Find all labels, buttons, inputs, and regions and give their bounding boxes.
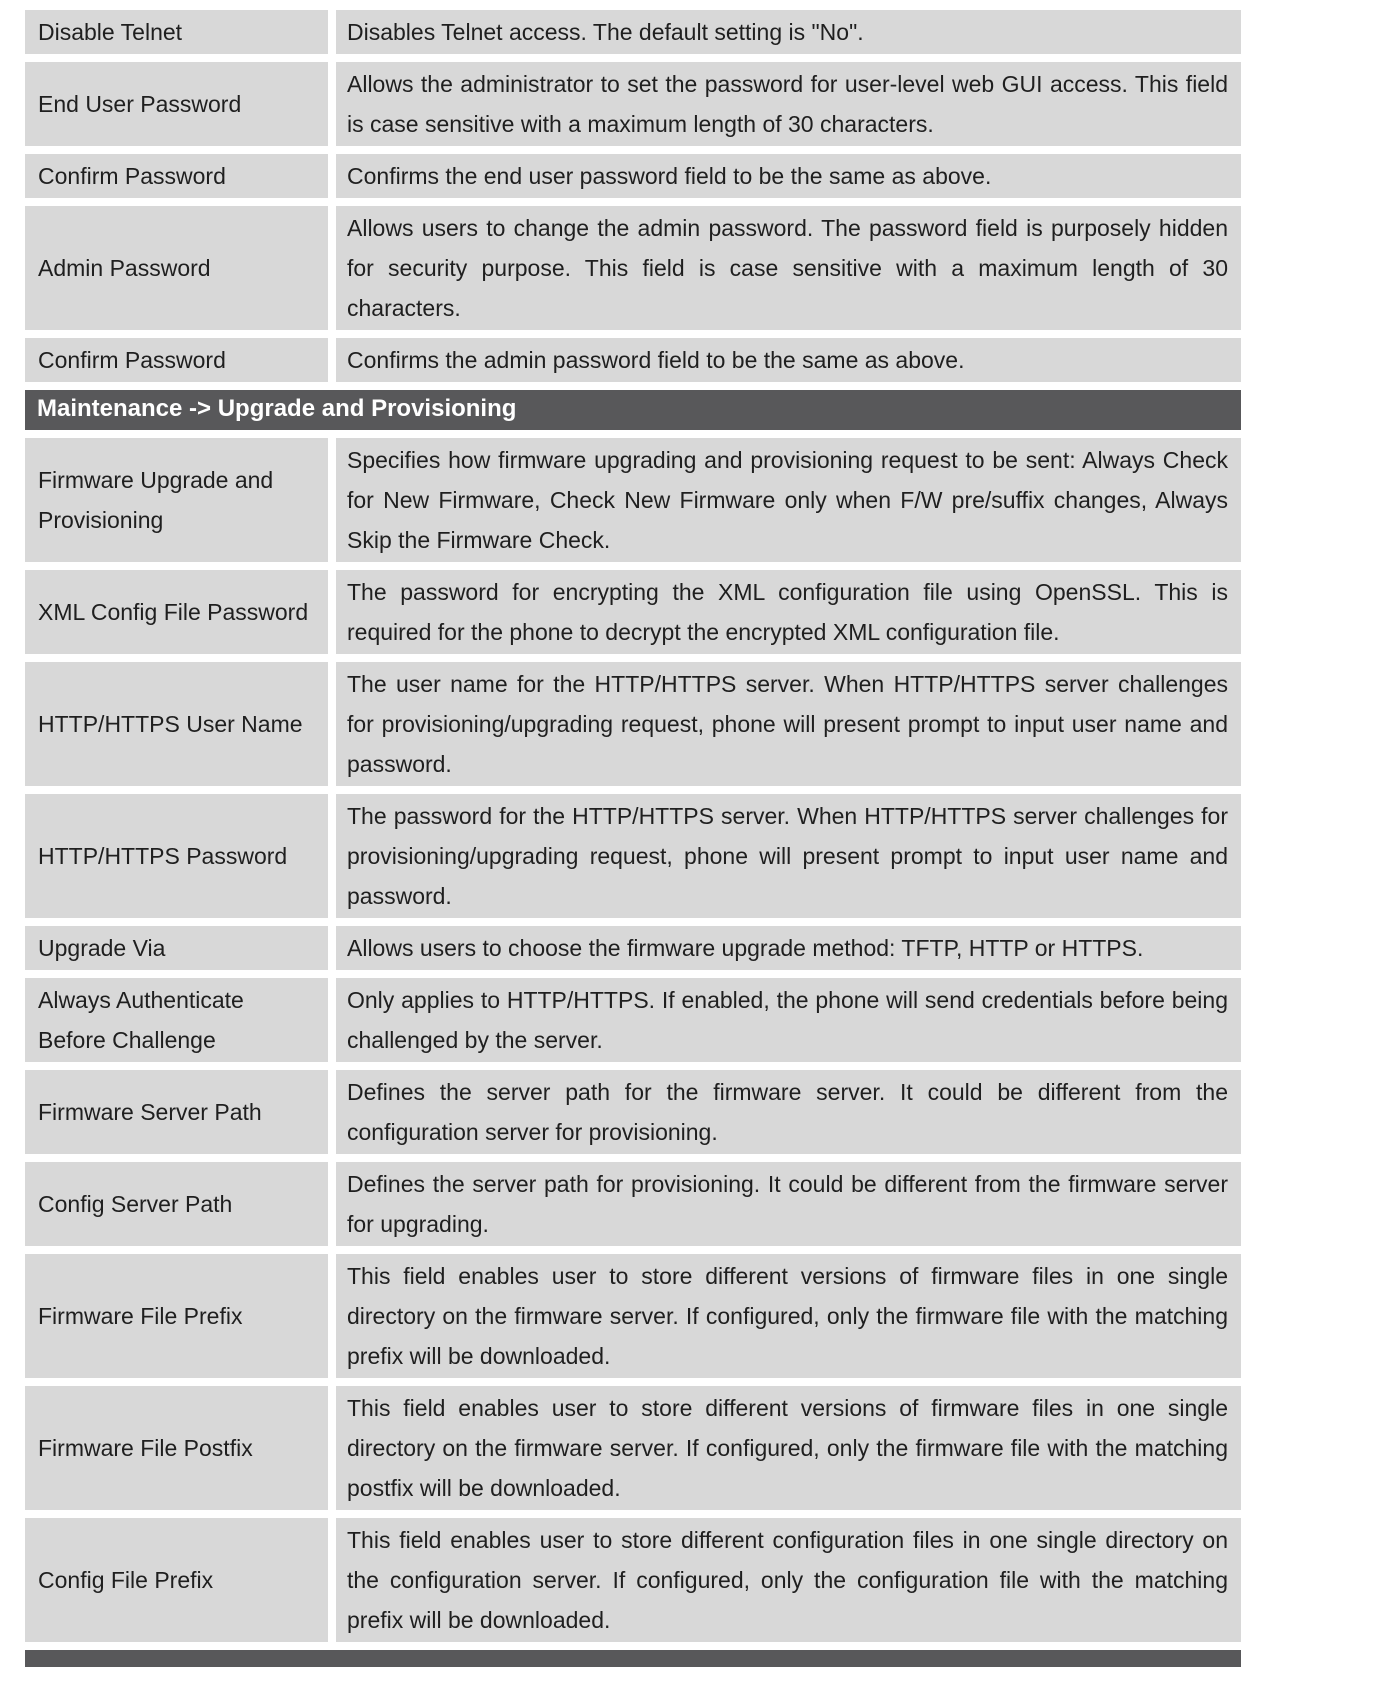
setting-description-cell xyxy=(336,1254,1241,1378)
table-row xyxy=(25,206,1241,330)
setting-description-cell xyxy=(336,1070,1241,1154)
setting-name: Always Authenticate Before Challenge xyxy=(38,987,244,1053)
setting-description: Only applies to HTTP/HTTPS. If enabled, the phone will send credentials before being challenged by the server. xyxy=(347,987,1228,1053)
setting-name: End User Password xyxy=(38,91,242,117)
setting-name-cell xyxy=(25,1254,328,1378)
setting-name-cell xyxy=(25,662,328,786)
table-row xyxy=(25,438,1241,562)
setting-name-cell xyxy=(25,1518,328,1642)
setting-name-cell xyxy=(25,154,328,198)
table-row xyxy=(25,978,1241,1062)
table-row xyxy=(25,10,1241,54)
setting-name-cell xyxy=(25,206,328,330)
setting-description-cell xyxy=(336,926,1241,970)
setting-description: This field enables user to store different configuration files in one single directory on the configuration server. If configured, only the configuration file with the matching prefix will be downloaded. xyxy=(347,1527,1228,1633)
setting-description: Defines the server path for the firmware server. It could be different from the configuration server for provisioning. xyxy=(347,1079,1228,1145)
setting-name: XML Config File Password xyxy=(38,599,309,625)
setting-name: Upgrade Via xyxy=(38,935,166,961)
setting-description: This field enables user to store different versions of firmware files in one single directory on the firmware server. If configured, only the firmware file with the matching postfix will be downloaded. xyxy=(347,1395,1228,1501)
section-header-label: Maintenance -> Upgrade and Provisioning xyxy=(37,395,517,422)
setting-description: The password for the HTTP/HTTPS server. When HTTP/HTTPS server challenges for provisioning/upgrading request, phone will present prompt to input user name and password. xyxy=(347,803,1228,909)
setting-name-cell xyxy=(25,1162,328,1246)
setting-name-cell xyxy=(25,62,328,146)
setting-description-cell xyxy=(336,62,1241,146)
table-row xyxy=(25,62,1241,146)
table-row xyxy=(25,926,1241,970)
setting-description: Allows users to choose the firmware upgrade method: TFTP, HTTP or HTTPS. xyxy=(347,935,1144,961)
setting-name: Confirm Password xyxy=(38,163,226,189)
setting-name: Disable Telnet xyxy=(38,19,183,45)
setting-name: HTTP/HTTPS User Name xyxy=(38,711,303,737)
setting-description: Confirms the admin password field to be the same as above. xyxy=(347,347,965,373)
setting-description: Allows the administrator to set the password for user-level web GUI access. This field is case sensitive with a maximum length of 30 characters. xyxy=(347,71,1228,137)
setting-description-cell xyxy=(336,438,1241,562)
table-row xyxy=(25,1254,1241,1378)
table-row xyxy=(25,1386,1241,1510)
setting-description: Defines the server path for provisioning. It could be different from the firmware server for upgrading. xyxy=(347,1171,1228,1237)
setting-description: The user name for the HTTP/HTTPS server. When HTTP/HTTPS server challenges for provisioning/upgrading request, phone will present prompt to input user name and password. xyxy=(347,671,1228,777)
setting-name: Firmware Server Path xyxy=(38,1099,262,1125)
setting-description-cell xyxy=(336,794,1241,918)
table-row xyxy=(25,1070,1241,1154)
table-row xyxy=(25,794,1241,918)
setting-name-cell xyxy=(25,10,328,54)
setting-name-cell xyxy=(25,978,328,1062)
setting-description-cell xyxy=(336,570,1241,654)
setting-description-cell xyxy=(336,1162,1241,1246)
setting-description: Specifies how firmware upgrading and provisioning request to be sent: Always Check for New Firmware, Check New Firmware only when F/W pre/suffix changes, Always Skip the Firmware Check. xyxy=(347,447,1228,553)
setting-description-cell xyxy=(336,1518,1241,1642)
settings-table xyxy=(25,10,1241,1667)
setting-name: Config Server Path xyxy=(38,1191,233,1217)
setting-name: Firmware File Postfix xyxy=(38,1435,253,1461)
setting-name-cell xyxy=(25,794,328,918)
setting-description-cell xyxy=(336,154,1241,198)
setting-name-cell xyxy=(25,1070,328,1154)
setting-name-cell xyxy=(25,1386,328,1510)
setting-name: Admin Password xyxy=(38,255,211,281)
setting-description-cell xyxy=(336,10,1241,54)
setting-name-cell xyxy=(25,926,328,970)
setting-name: Firmware Upgrade and Provisioning xyxy=(38,467,274,533)
setting-description-cell xyxy=(336,662,1241,786)
table-row xyxy=(25,338,1241,382)
truncated-section-header-bar xyxy=(25,1650,1241,1667)
table-row xyxy=(25,662,1241,786)
setting-description-cell xyxy=(336,206,1241,330)
setting-description: Allows users to change the admin password. The password field is purposely hidden for security purpose. This field is case sensitive with a maximum length of 30 characters. xyxy=(347,215,1228,321)
setting-name-cell xyxy=(25,570,328,654)
setting-description: Confirms the end user password field to be the same as above. xyxy=(347,163,992,189)
setting-name-cell xyxy=(25,438,328,562)
setting-name: HTTP/HTTPS Password xyxy=(38,843,288,869)
setting-name: Firmware File Prefix xyxy=(38,1303,243,1329)
setting-description-cell xyxy=(336,1386,1241,1510)
table-row xyxy=(25,1518,1241,1642)
setting-description: Disables Telnet access. The default setting is "No". xyxy=(347,19,864,45)
table-row xyxy=(25,570,1241,654)
setting-name: Confirm Password xyxy=(38,347,226,373)
setting-name-cell xyxy=(25,338,328,382)
setting-description-cell xyxy=(336,978,1241,1062)
setting-description: The password for encrypting the XML configuration file using OpenSSL. This is required for the phone to decrypt the encrypted XML configuration file. xyxy=(347,579,1228,645)
setting-description-cell xyxy=(336,338,1241,382)
setting-name: Config File Prefix xyxy=(38,1567,214,1593)
section-header xyxy=(25,390,1241,430)
table-row xyxy=(25,154,1241,198)
setting-description: This field enables user to store different versions of firmware files in one single directory on the firmware server. If configured, only the firmware file with the matching prefix will be downloaded. xyxy=(347,1263,1228,1369)
table-row xyxy=(25,1162,1241,1246)
